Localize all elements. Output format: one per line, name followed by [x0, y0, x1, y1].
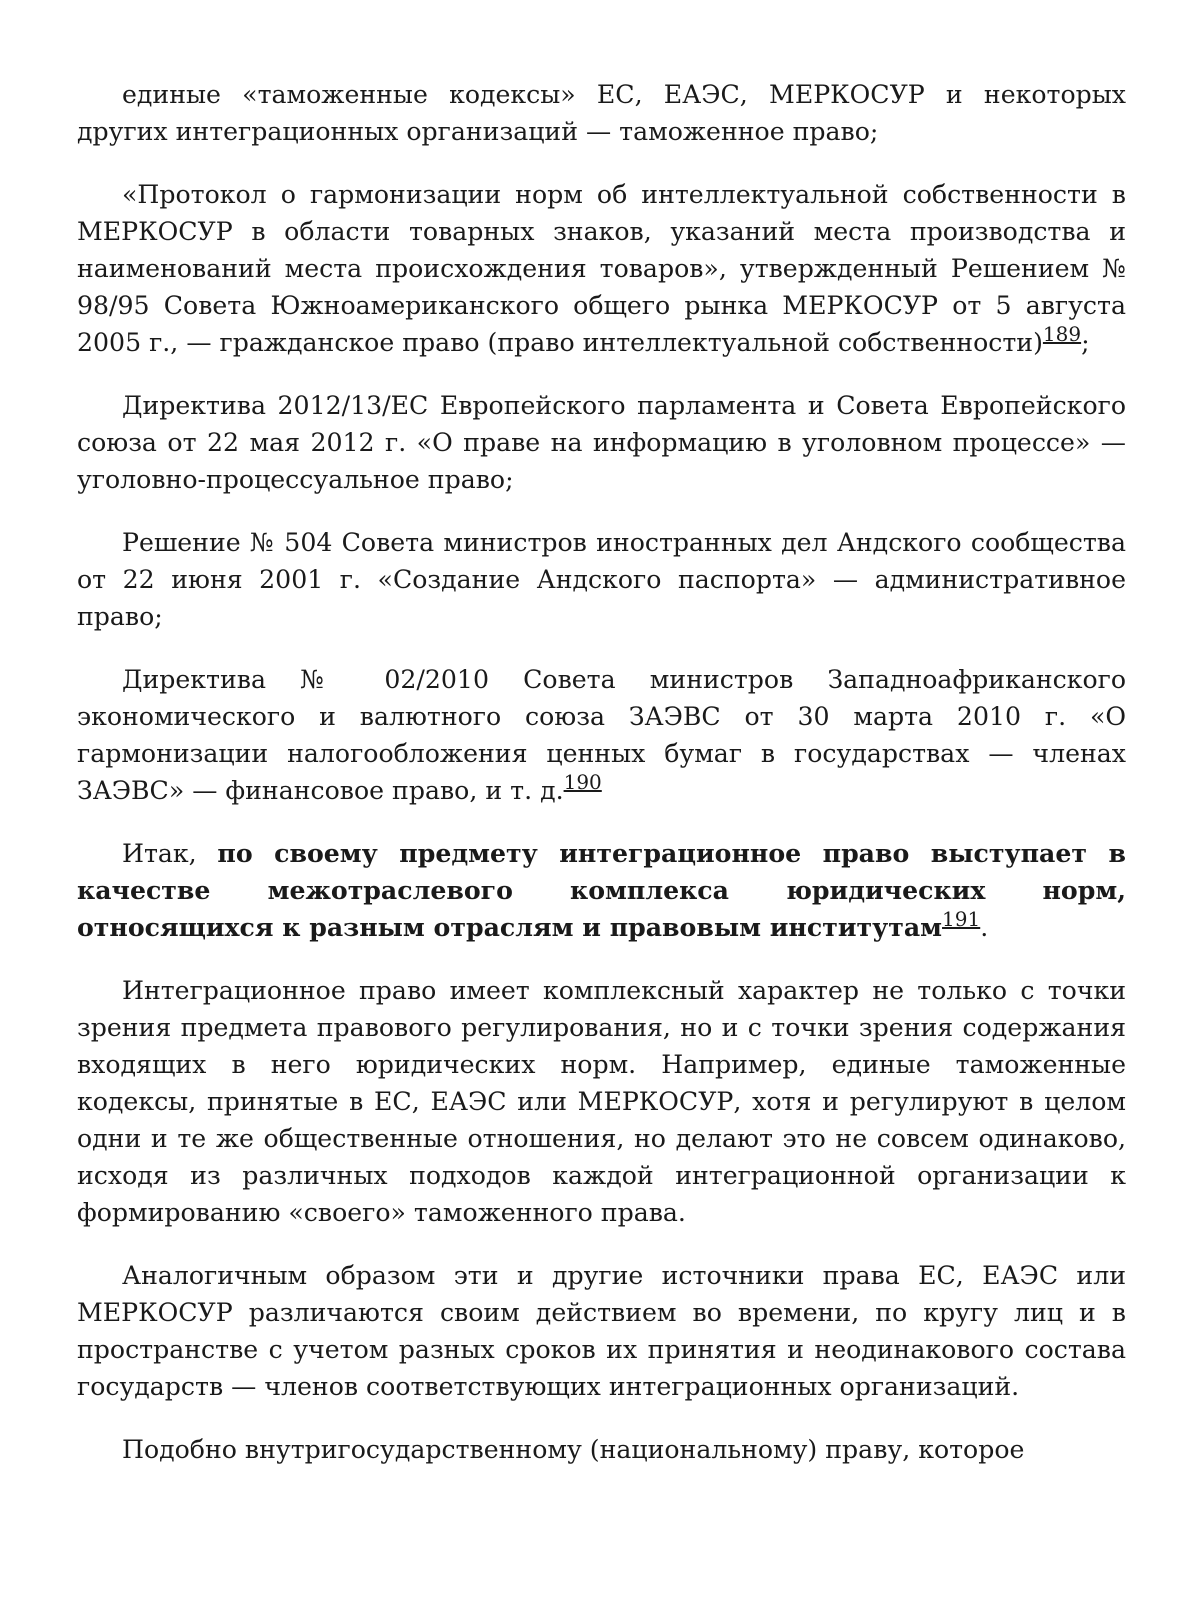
- paragraph-text: Подобно внутригосударственному (национальному) праву, которое: [122, 1435, 1025, 1464]
- paragraph-eu-directive: [77, 387, 1126, 498]
- paragraph-text: Директива 2012/13/ЕС Европейского парламента и Совета Европейского союза от 22 мая 2012 г. «О праве на информацию в уголовном процессе» — уголовно-процессуальное право;: [77, 391, 1126, 494]
- footnote-link-190[interactable]: 190: [563, 770, 602, 794]
- paragraph-text: Директива № 02/2010 Совета министров Западноафриканского экономического и валютного союза ЗАЭВС от 30 марта 2010 г. «О гармонизации налогообложения ценных бумаг в государствах — членах ЗАЭВС» — финансовое право, и т. д.: [77, 665, 1126, 805]
- paragraph-tail: .: [980, 913, 989, 942]
- paragraph-text: Аналогичным образом эти и другие источники права ЕС, ЕАЭС или МЕРКОСУР различаются своим действием во времени, по кругу лиц и в пространстве с учетом разных сроков их принятия и неодинакового состава государств — членов соответствующих интеграционных организаций.: [77, 1261, 1126, 1401]
- paragraph-andean-decision: [77, 524, 1126, 635]
- document-page: [77, 76, 1126, 1494]
- paragraph-conclusion: [77, 835, 1126, 946]
- paragraph-customs-codes: [77, 76, 1126, 150]
- paragraph-lead: Итак,: [122, 839, 218, 868]
- paragraph-national-law: [77, 1431, 1126, 1468]
- paragraph-text: Решение № 504 Совета министров иностранных дел Андского сообщества от 22 июня 2001 г. «Создание Андского паспорта» — административное право;: [77, 528, 1126, 631]
- paragraph-text: Интеграционное право имеет комплексный характер не только с точки зрения предмета правового регулирования, но и с точки зрения содержания входящих в него юридических норм. Например, единые таможенные кодексы, принятые в ЕС, ЕАЭС или МЕРКОСУР, хотя и регулируют в целом одни и те же общественные отношения, но делают это не совсем одинаково, исходя из различных подходов каждой интеграционной организации к формированию «своего» таможенного права.: [77, 976, 1126, 1227]
- paragraph-complex-character: [77, 972, 1126, 1231]
- paragraph-bold-statement: по своему предмету интеграционное право выступает в качестве межотраслевого комплекса юридических норм, относящихся к разным отраслям и правовым институтам: [77, 838, 1126, 942]
- footnote-link-189[interactable]: 189: [1042, 322, 1082, 346]
- paragraph-mercosur-protocol: [77, 176, 1126, 361]
- paragraph-analogous-sources: [77, 1257, 1126, 1405]
- paragraph-text: «Протокол о гармонизации норм об интеллектуальной собственности в МЕРКОСУР в области товарных знаков, указаний места производства и наименований места происхождения товаров», утвержденный Решением № 98/95 Совета Южноамериканского общего рынка МЕРКОСУР от 5 августа 2005 г., — гражданское право (право интеллектуальной собственности): [77, 180, 1126, 357]
- footnote-link-191[interactable]: 191: [942, 907, 981, 931]
- paragraph-waemu-directive: [77, 661, 1126, 809]
- paragraph-text: единые «таможенные кодексы» ЕС, ЕАЭС, МЕРКОСУР и некоторых других интеграционных организаций — таможенное право;: [77, 80, 1126, 146]
- paragraph-tail: ;: [1081, 328, 1090, 357]
